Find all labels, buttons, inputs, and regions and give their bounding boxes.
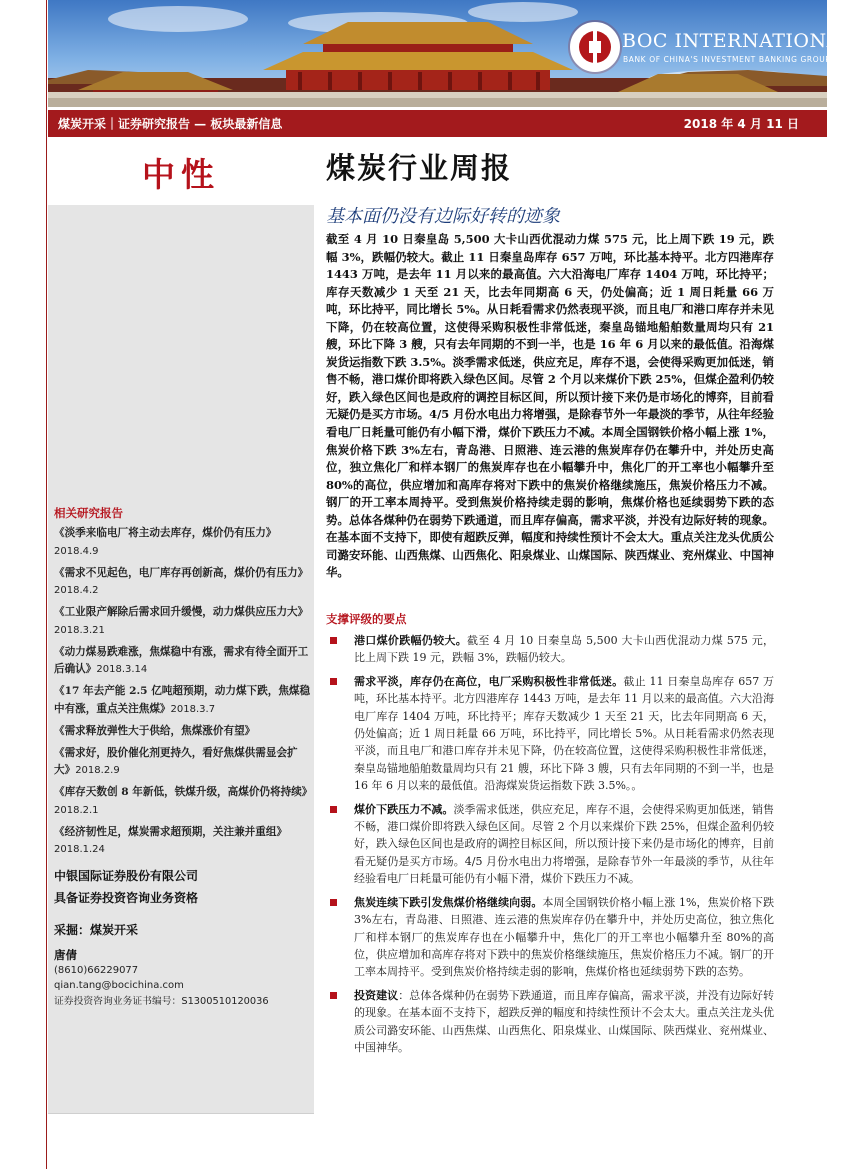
key-points-list <box>328 632 774 1062</box>
analyst-phone: (8610)66229077 <box>54 965 139 976</box>
square-bullet-icon <box>330 637 337 644</box>
report-title: 《需求不见起色，电厂库存再创新高，煤价仍有压力》 <box>54 566 309 579</box>
boc-logo-icon <box>570 22 620 72</box>
report-title: 《动力煤易跌难涨，焦煤稳中有涨，需求有待全面开工后确认》 <box>54 645 309 675</box>
key-point <box>328 801 774 888</box>
report-title: 《库存天数创 8 年新低，铁煤升级，高煤价仍将持续》 <box>54 786 313 798</box>
analyst-contact <box>54 963 184 993</box>
report-category: 煤炭开采｜证券研究报告 — 板块最新信息 <box>58 117 283 131</box>
key-point <box>328 987 774 1057</box>
report-date: 2018.3.7 <box>170 703 216 715</box>
key-point-text: 淡季需求低迷，供应充足，库存不退，会使得采购更加低迷，销售不畅，港口煤价即将跌入绿色区间。尽管 2 个月以来煤价下跌 25%，但煤企盈利仍较好，跌入绿色区间也是政府的调控目标区间，所以预计接下来仍是市场化的博弈，目前看无疑仍是买方市场。4/5 月份水电出力将增强，是除春节外一年最淡的季节，从往年经验看电厂日耗量可能仍有小幅下滑，煤价下跌压力不减。 <box>354 802 775 886</box>
brand-tagline: BANK OF CHINA'S INVESTMENT BANKING GROUP <box>623 55 831 64</box>
key-point <box>328 894 774 981</box>
certificate-label: 证券投资咨询业务证书编号： <box>54 996 182 1007</box>
report-date: 2018.1.24 <box>54 844 105 855</box>
company-name: 中银国际证券股份有限公司 <box>54 869 199 883</box>
report-date: 2018.4.9 <box>54 545 99 557</box>
analyst-email[interactable]: qian.tang@bocichina.com <box>54 980 184 991</box>
related-report-item[interactable] <box>54 683 312 718</box>
rating-label: 中性 <box>142 155 220 194</box>
report-title: 《17 年去产能 2.5 亿吨超预期，动力煤下跌，焦煤稳中有涨，重点关注焦煤》 <box>54 685 311 715</box>
certificate-number: S1300510120036 <box>181 996 269 1007</box>
report-title: 《需求释放弹性大于供给，焦煤涨价有望》 <box>54 724 256 737</box>
report-date: 2018.4.2 <box>54 585 99 596</box>
analyst-name: 唐倩 <box>54 948 77 962</box>
related-report-item[interactable] <box>54 604 312 639</box>
palace-illustration <box>48 0 827 107</box>
report-title: 《需求好，股价催化剂更持久，看好焦煤供需显会扩大》 <box>54 746 298 776</box>
key-point-text: 本周全国钢铁价格小幅上涨 1%，焦炭价格下跌 3%左右，青岛港、日照港、连云港的焦炭库存仍在攀升中，并处历史高位，独立焦化厂和样本钢厂的焦炭库存也在小幅攀升中，焦化厂的开工率也小幅攀升至 80%的高位，供应增加和高库存将对下跌中的焦炭价格继续施压，焦炭价格压力不减。钢厂的开工率本周持平。受到焦炭价格持续走弱的影响，焦煤价格也延续弱势下跌的态势。 <box>354 895 774 979</box>
key-point-lead: 港口煤价跌幅仍较大。 <box>354 634 468 647</box>
related-report-item[interactable] <box>54 565 312 600</box>
left-margin-rule <box>46 0 47 1169</box>
page-subtitle: 基本面仍没有边际好转的迹象 <box>326 206 560 227</box>
report-date: 2018.2.1 <box>54 804 99 816</box>
related-report-item[interactable] <box>54 525 312 560</box>
related-report-item[interactable] <box>54 745 312 780</box>
square-bullet-icon <box>330 678 337 685</box>
report-date: 2018 年 4 月 11 日 <box>683 117 799 131</box>
key-point <box>328 673 774 795</box>
rating-box <box>48 141 314 205</box>
report-date: 2018.2.9 <box>75 765 120 776</box>
report-title: 《工业限产解除后需求回升缓慢，动力煤供应压力大》 <box>54 606 309 618</box>
certificate-line <box>54 993 269 1007</box>
key-point-text: 截至 4 月 10 日秦皇岛 5,500 大卡山西优混动力煤 575 元，比上周下跌 19 元，跌幅 3%，跌幅仍较大。 <box>354 634 774 665</box>
key-point-lead: 焦炭连续下跌引发焦煤价格继续向弱。 <box>354 895 543 909</box>
key-points-heading: 支撑评级的要点 <box>326 612 407 626</box>
report-title: 《淡季来临电厂将主动去库存，煤价仍有压力》 <box>54 527 277 539</box>
key-point <box>328 632 774 667</box>
square-bullet-icon <box>330 806 337 813</box>
related-report-item[interactable] <box>54 644 312 679</box>
report-title: 《经济韧性足，煤炭需求超预期，关注兼并重组》 <box>54 825 288 838</box>
key-point-lead: 需求平淡，库存仍在高位，电厂采购积极性非常低迷。 <box>354 674 624 688</box>
brand-name: BOC INTERNATIONAL <box>622 30 854 52</box>
report-category-strip <box>48 110 827 137</box>
related-report-item[interactable] <box>54 824 312 859</box>
key-point-lead: 投资建议 <box>354 988 399 1002</box>
header-banner-photo <box>48 0 854 107</box>
key-point-text: ：总体各煤种仍在弱势下跌通道，而且库存偏高，需求平淡，并没有边际好转的现象。在基本面不支持下，超跌反弹的幅度和持续性预计不会太大。重点关注龙头优质公司潞安环能、山西焦煤、山西焦化、阳泉煤业、山煤国际、陕西煤业、兖州煤业、中国神华。 <box>354 988 774 1054</box>
key-point-lead: 煤价下跌压力不减。 <box>354 802 454 816</box>
sector-source: 采掘：煤炭开采 <box>54 923 139 937</box>
company-qualification: 具备证券投资咨询业务资格 <box>54 891 199 905</box>
report-date: 2018.3.21 <box>54 624 105 636</box>
related-reports-list <box>54 525 312 863</box>
square-bullet-icon <box>330 992 337 999</box>
sidebar <box>48 141 314 1113</box>
report-date: 2018.3.14 <box>96 664 148 675</box>
sidebar-bottom-rule <box>48 1113 314 1114</box>
related-report-item[interactable] <box>54 723 312 741</box>
square-bullet-icon <box>330 899 337 906</box>
key-point-text: 截止 11 日秦皇岛库存 657 万吨，环比基本持平。北方四港库存 1443 万吨，是去年 11 月以来的最高值。六大沿海电厂库存 1404 万吨，环比持平；库存天数减少 1 天至 21 天，比去年同期高 6 天，仍处偏高；近 1 周日耗量 66 万吨，环比持平，同比增长 5%。从日耗看需求仍然表现平淡，而且电厂和港口库存并未见下降，仍在较高位置，这使得采购积极性非常低迷，秦皇岛锚地船舶数量周均只有 21 艘，环比下降 3 艘，只有去年同期的不到一半，也是 16 年 6 月以来的最低值。沿海煤炭货运指数下跌 3.5%。。 <box>354 674 774 793</box>
summary-paragraph: 截至 4 月 10 日秦皇岛 5,500 大卡山西优混动力煤 575 元，比上周下跌 19 元，跌幅 3%，跌幅仍较大。截止 11 日秦皇岛库存 657 万吨，环比基本持平。北方四港库存 1443 万吨，是去年 11 月以来的最高值。六大沿海电厂库存 1404 万吨，环比持平；库存天数减少 1 天至 21 天，比去年同期高 6 天，仍处偏高；近 1 周日耗量 66 万吨，环比持平，同比增长 5%。从日耗看需求仍然表现平淡，而且电厂和港口库存并未见下降，仍在较高位置，这使得采购积极性非常低迷，秦皇岛锚地船舶数量周均只有 21 艘，环比下降 3 艘，只有去年同期的不到一半，也是 16 年 6 月以来的最低值。沿海煤炭货运指数下跌 3.5%。淡季需求低迷，供应充足，库存不退，会使得采购更加低迷，销售不畅，港口煤价即将跌入绿色区间。尽管 2 个月以来煤价下跌 25%，但煤企盈利仍较好，跌入绿色区间也是政府的调控目标区间，所以预计接下来仍是市场化的博弈，目前看无疑仍是买方市场。4/5 月份水电出力将增强，是除春节外一年最淡的季节，从往年经验看电厂日耗量可能仍有小幅下滑，煤价下跌压力不减。本周全国钢铁价格小幅上涨 1%，焦炭价格下跌 3%左右，青岛港、日照港、连云港的焦炭库存仍在攀升中，并处历史高位，独立焦化厂和样本钢厂的焦炭库存也在小幅攀升中，焦化厂的开工率也小幅攀升至 80%的高位，供应增加和高库存将对下跌中的焦炭价格继续施压，焦炭价格压力不减。钢厂的开工率本周持平。受到焦炭价格持续走弱的影响，焦煤价格也延续弱势下跌的态势。总体各煤种仍在弱势下跌通道，而且库存偏高，需求平淡，并没有边际好转的现象。在基本面不支持下，即使有超跌反弹，幅度和持续性预计不会太大。重点关注龙头优质公司潞安环能、山西焦煤、山西焦化、阳泉煤业、山煤国际、陕西煤业、兖州煤业、中国神华。 <box>326 232 774 580</box>
company-info <box>54 865 198 909</box>
related-reports-heading: 相关研究报告 <box>54 506 123 520</box>
page-title: 煤炭行业周报 <box>326 151 513 185</box>
related-report-item[interactable] <box>54 784 312 819</box>
